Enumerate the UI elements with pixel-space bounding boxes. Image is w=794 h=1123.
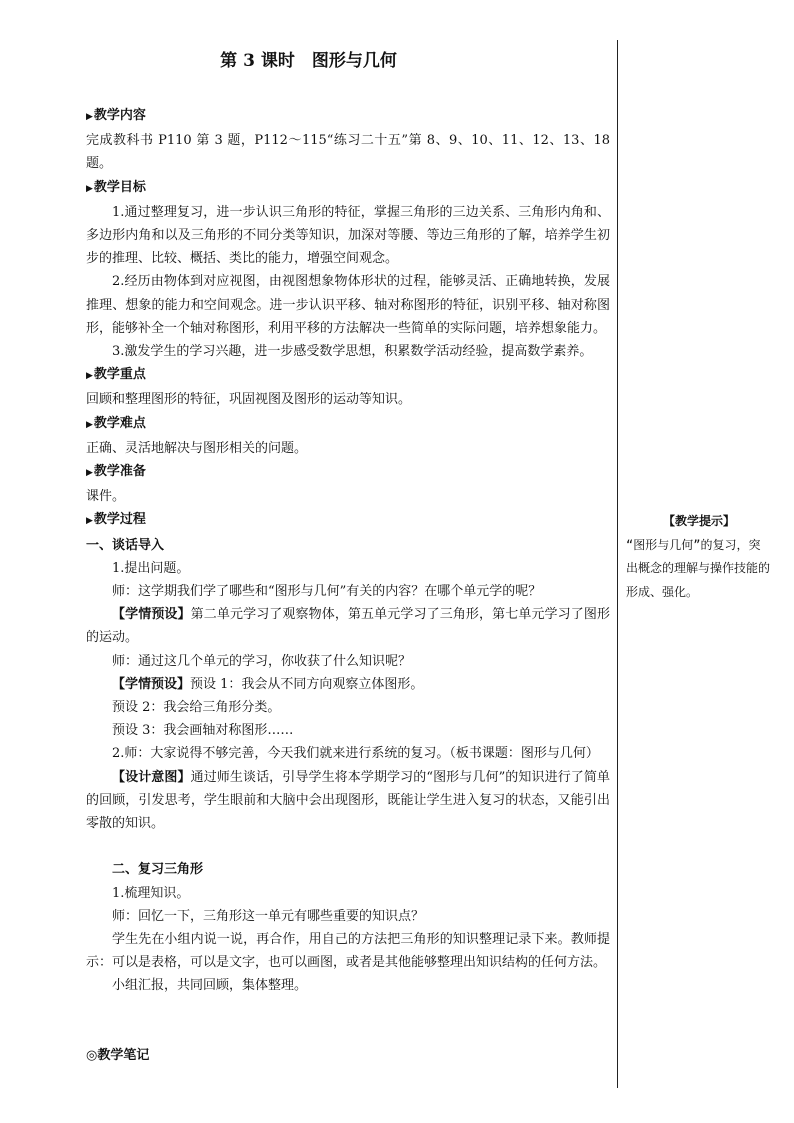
heading-key-points: ▶教学重点 bbox=[86, 367, 146, 383]
triangle-icon: ▶ bbox=[86, 419, 93, 430]
heading-content: ▶教学内容 bbox=[86, 108, 146, 123]
lesson-body bbox=[86, 104, 610, 998]
heading-process: ▶教学过程 bbox=[86, 512, 146, 528]
process-line: 师：通过这几个单元的学习，你收获了什么知识呢？ bbox=[112, 653, 412, 669]
page-title: 第 3 课时 图形与几何 bbox=[220, 51, 397, 71]
process-line: 师：这学期我们学了哪些和“图形与几何”有关的内容？在哪个单元学的呢？ bbox=[112, 584, 542, 600]
process-line: 1.梳理知识。 bbox=[112, 885, 190, 901]
column-divider bbox=[617, 40, 618, 1088]
triangle-icon: ▶ bbox=[86, 371, 93, 382]
preset-tag: 【学情预设】 bbox=[112, 676, 191, 692]
teaching-tip-sidebar bbox=[626, 510, 772, 604]
goal-1: 1.通过整理复习，进一步认识三角形的特征，掌握三角形的三边关系、三角形内角和、多边形内角和以及三角形的不同分类等知识，加深对等腰、等边三角形的了解，培养学生初步的推理、比较、概括、类比的能力，增强空间观念。 bbox=[86, 204, 610, 267]
heading-goals: ▶教学目标 bbox=[86, 179, 146, 195]
heading-preparation: ▶教学准备 bbox=[86, 464, 146, 480]
sidebar-title: 【教学提示】 bbox=[662, 514, 735, 528]
triangle-icon: ▶ bbox=[86, 516, 93, 527]
process-line: 2.师：大家说得不够完善，今天我们就来进行系统的复习。（板书课题：图形与几何） bbox=[112, 746, 599, 762]
goal-3: 3.激发学生的学习兴趣，进一步感受数学思想，积累数学活动经验，提高数学素养。 bbox=[112, 344, 593, 360]
triangle-icon: ▶ bbox=[86, 468, 93, 479]
process-line: 1.提出问题。 bbox=[112, 560, 190, 576]
process-line: 【学情预设】第二单元学习了观察物体，第五单元学习了三角形，第七单元学习了图形的运动。 bbox=[86, 607, 610, 646]
difficulties-text: 正确、灵活地解决与图形相关的问题。 bbox=[86, 440, 308, 456]
triangle-icon: ▶ bbox=[86, 112, 93, 122]
part1-heading: 一、谈话导入 bbox=[86, 537, 165, 553]
process-line: 预设 3：我会画轴对称图形…… bbox=[112, 723, 294, 739]
triangle-icon: ▶ bbox=[86, 183, 93, 194]
process-line: 小组汇报，共同回顾，集体整理。 bbox=[112, 978, 308, 994]
process-line: 预设 2：我会给三角形分类。 bbox=[112, 700, 281, 716]
process-line: 学生先在小组内说一说，再合作，用自己的方法把三角形的知识整理记录下来。教师提示：可以是表格，可以是文字，也可以画图，或者是其他能够整理出知识结构的任何方法。 bbox=[86, 931, 610, 971]
goal-2: 2.经历由物体到对应视图，由视图想象物体形状的过程，能够灵活、正确地转换，发展推理、想象的能力和空间观念。进一步认识平移、轴对称图形的特征，识别平移、轴对称图形，能够补全一个轴对称图形，利用平移的方法解决一些简单的实际问题，培养想象能力。 bbox=[86, 274, 610, 336]
preparation-text: 课件。 bbox=[86, 489, 126, 505]
design-tag: 【设计意图】 bbox=[112, 769, 191, 785]
preset-tag: 【学情预设】 bbox=[112, 607, 191, 623]
content-text: 完成教科书 P110 第 3 题，P112～115“练习二十五”第 8、9、10、11、12、13、18 题。 bbox=[86, 133, 610, 172]
spacer bbox=[86, 835, 610, 858]
teaching-notes-label: ◎教学笔记 bbox=[86, 1048, 150, 1063]
process-line: 师：回忆一下，三角形这一单元有哪些重要的知识点？ bbox=[112, 908, 425, 924]
process-line: 【学情预设】预设 1：我会从不同方向观察立体图形。 bbox=[112, 676, 424, 692]
process-line: 【设计意图】通过师生谈话，引导学生将本学期学习的“图形与几何”的知识进行了简单的回顾，引发思考，学生眼前和大脑中会出现图形，既能让学生进入复习的状态，又能引出零散的知识。 bbox=[86, 769, 610, 832]
sidebar-text: “图形与几何”的复习，突出概念的理解与操作技能的形成、强化。 bbox=[626, 537, 771, 599]
part2-heading: 二、复习三角形 bbox=[112, 862, 204, 878]
heading-difficulties: ▶教学难点 bbox=[86, 415, 146, 431]
key-points-text: 回顾和整理图形的特征，巩固视图及图形的运动等知识。 bbox=[86, 392, 412, 408]
